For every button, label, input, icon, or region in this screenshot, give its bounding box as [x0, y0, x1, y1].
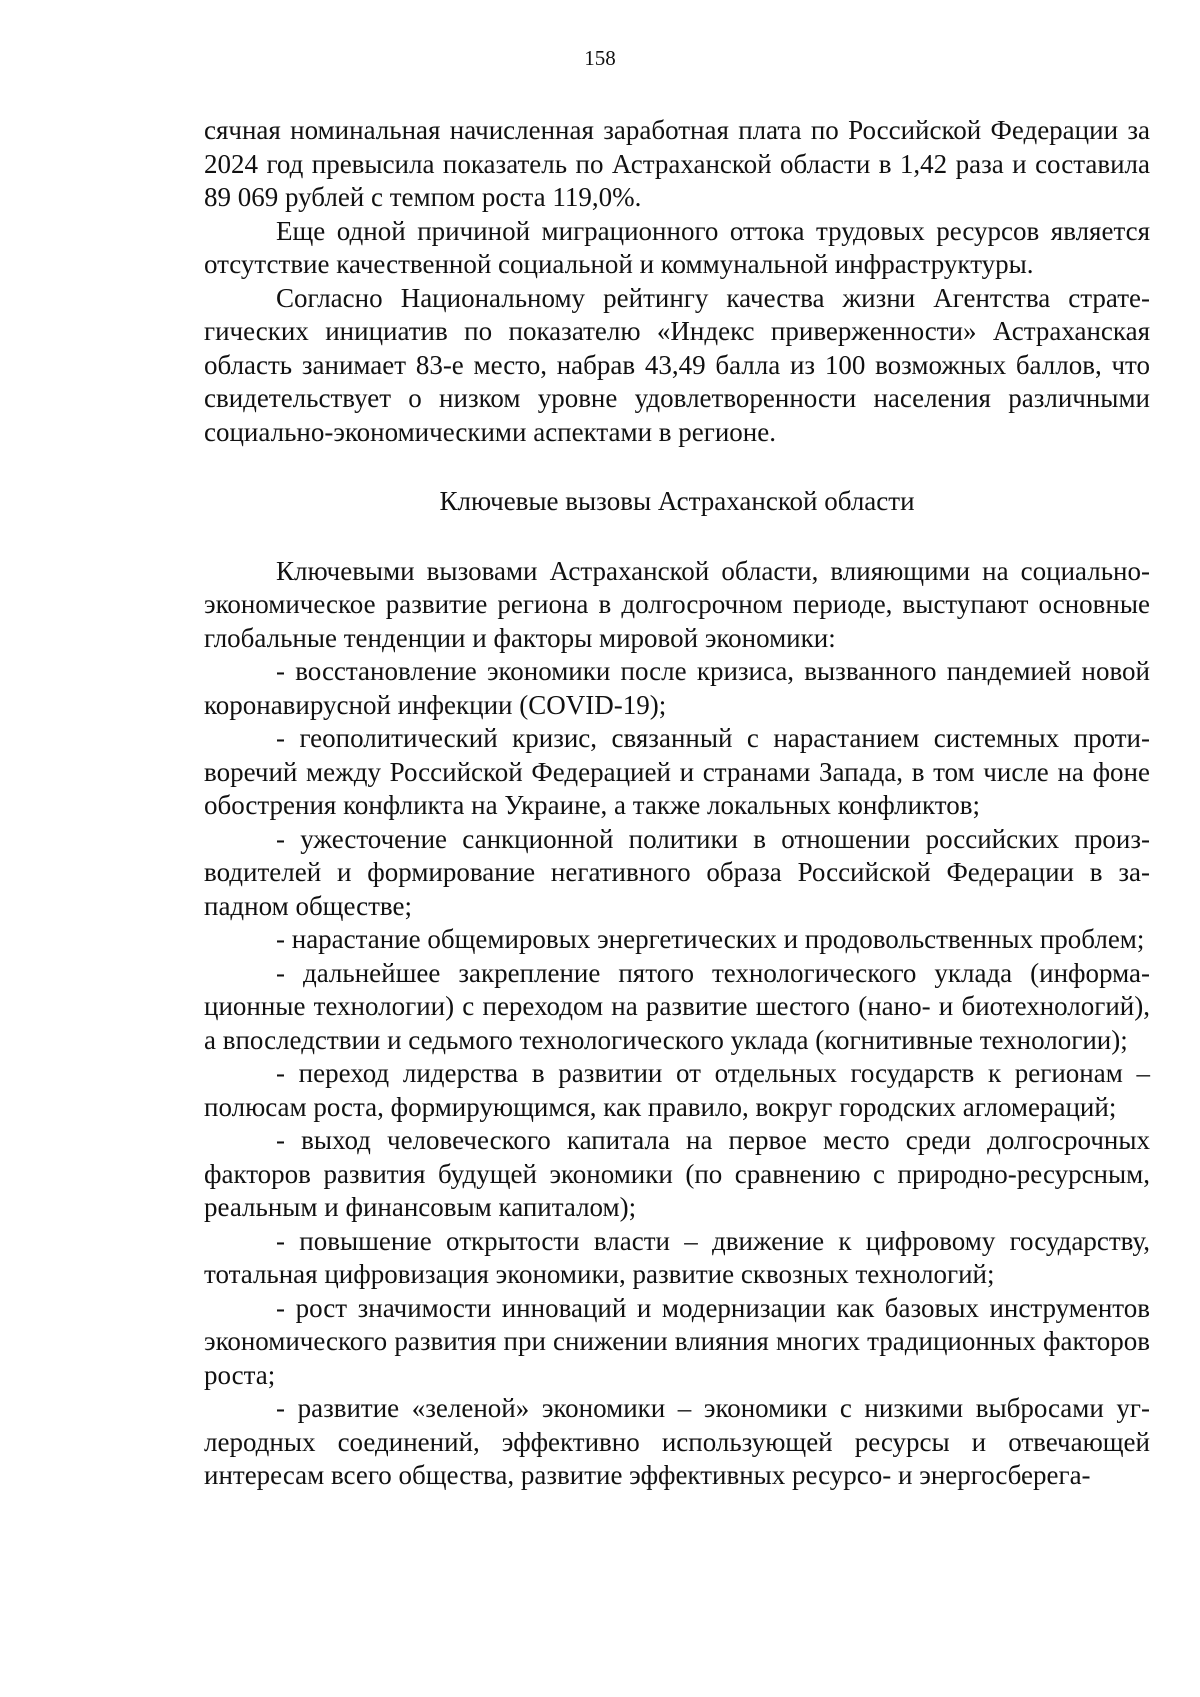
- list-item: - ужесточение санкционной политики в отношении российских производителей и формирование негативного образа Российской Федерации в западном обществе;: [204, 823, 1150, 921]
- paragraph-intro: Ключевыми вызовами Астраханской области, влияющими на социально-экономическое развитие региона в долгосрочном периоде, выступают основные глобальные тенденции и факторы мировой экономики:: [204, 555, 1150, 653]
- list-item: - развитие «зеленой» экономики – экономики с низкими выбросами углеродных соединений, эффективно использующей ресурсы и отвечающей интересам всего общества, развитие эффективных ресурсо- и энергосберега-: [204, 1393, 1150, 1490]
- list-item: - восстановление экономики после кризиса, вызванного пандемией новой коронавирусной инфекции (COVID-19);: [204, 656, 1150, 720]
- page-number: 158: [584, 46, 616, 70]
- list-item: - рост значимости инноваций и модернизации как базовых инструментов экономического развития при снижении влияния многих традиционных факторов роста;: [204, 1292, 1150, 1390]
- paragraph-continuation: сячная номинальная начисленная заработная плата по Российской Федерации за 2024 год превысила показатель по Астраханской области в 1,42 раза и составила 89 069 рублей с темпом роста 119,0%.: [204, 115, 1150, 212]
- paragraph-rating: Согласно Национальному рейтингу качества жизни Агентства стратегических инициатив по показателю «Индекс приверженности» Астраханская область занимает 83-е место, набрав 43,49 балла из 100 возможных баллов, что свидетельствует о низком уровне удовлетворенности населения различными социально-экономическими аспектами в регионе.: [204, 282, 1150, 447]
- section-heading: Ключевые вызовы Астраханской области: [439, 486, 915, 516]
- list-item: - повышение открытости власти – движение к цифровому государству, тотальная цифровизация экономики, развитие сквозных технологий;: [204, 1225, 1150, 1289]
- list-item: - дальнейшее закрепление пятого технологического уклада (информационные технологии) с переходом на развитие шестого (нано- и биотехнологий), а впоследствии и седьмого технологического уклада (когнитивные технологии);: [204, 957, 1150, 1055]
- list-item: - геополитический кризис, связанный с нарастанием системных противоречий между Российской Федерацией и странами Запада, в том числе на фоне обострения конфликта на Украине, а также локальных конфликтов;: [204, 723, 1150, 820]
- list-item: - переход лидерства в развитии от отдельных государств к регионам – полюсам роста, формирующимся, как правило, вокруг городских агломераций;: [204, 1058, 1150, 1122]
- list-item: - нарастание общемировых энергетических и продовольственных проблем;: [276, 924, 1145, 954]
- document-body: [204, 114, 1150, 1493]
- list-item: - выход человеческого капитала на первое место среди долгосрочных факторов развития будущей экономики (по сравнению с природно-ресурсным, реальным и финансовым капиталом);: [204, 1125, 1150, 1222]
- paragraph-migration: Еще одной причиной миграционного оттока трудовых ресурсов является отсутствие качественной социальной и коммунальной инфраструктуры.: [204, 215, 1150, 279]
